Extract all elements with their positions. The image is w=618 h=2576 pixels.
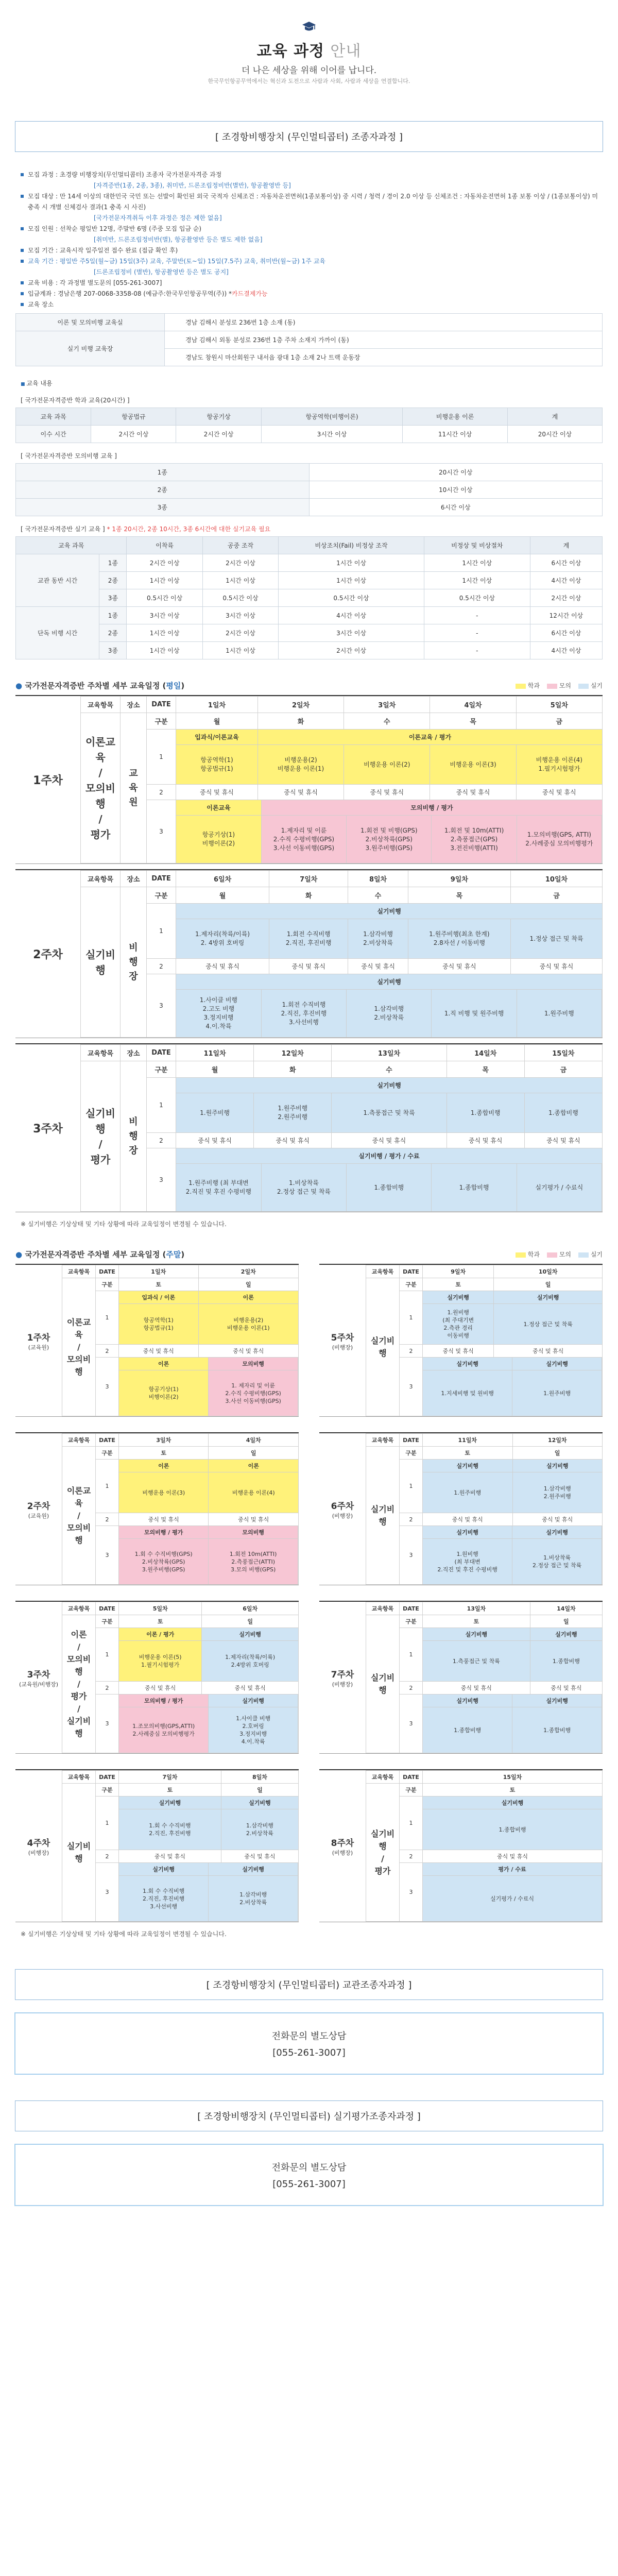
schedule-cell: 1.삼각비행 2.원주비행 <box>512 1472 603 1513</box>
page-title: 교육 과정 안내 <box>256 42 362 60</box>
info-list <box>15 170 603 310</box>
schedule-cell: 1.종합비행 <box>512 1707 602 1753</box>
schedule-cell: 항공역학(1) 항공법규(1) <box>176 745 258 785</box>
place-table <box>15 313 603 366</box>
schedule-cell: 1.원주비행 (최 부대변 2.직진 및 후진 수평비행 <box>176 1164 261 1212</box>
week-label: 2주차 <box>33 948 63 961</box>
legend: 학과 모의 실기 <box>510 681 603 690</box>
lunch-cell: 중식 및 휴식 <box>494 1345 603 1358</box>
schedule-cell: 1.비상착륙 2.정상 접근 및 착륙 <box>512 1539 602 1585</box>
weekend-week: 3주차 (교육원/비행장) 교육항목 DATE 5일차 6일차 이론 / 모의비행 / 평가 / 실기비행 구분 토 일 1 이론 / 평가 실기비행 비행운용 이론(5) 1.필기시험평가 1.제자리(착륙/이륙) 2.4방위 호버링 2 중식 및 휴식 중식 및 휴식 3 모의비행 / 평가 실기비행 1.조모의비행(GPS,ATTI) 2.사례중심 모의비행평가 1.사이클 비행 2.호버링 3.정지비행 4.이.착륙 <box>15 1601 299 1754</box>
lunch-cell: 중식 및 휴식 <box>119 1682 202 1694</box>
week-category: 실기비행 <box>81 887 121 1038</box>
weekday-week-2: 2주차 교육항목 장소 DATE 6일차 7일차 8일차 9일차 10일차 실기비행 비 행 장 구분 월 화 수 목 금 1 실기비행 1.제자리(착륙/이륙) 2. 4방위 호버링 1.회전 수직비행 2.직진, 후진비행 1.삼각비행 2.비상착륙 1.원주비행(최초 한계) 2.8자선 / 이동비행 1.정상 접근 및 착륙 2 중식 및 휴식 중식 및 휴식 중식 및 휴식 중식 및 휴식 중식 및 휴식 3 실기비행 1.사이클 비행 2.고도 비행 3.정지비행 4.이.착륙 1.회전 수직비행 2.직진, 후진비행 3.사선비행 1.삼각비행 2.비상착륙 1.직 비행 및 원주비행 1.원주비행 <box>15 869 603 1038</box>
course-title: [ 조경항비행장치 (무인멀티콥터) 조종자과정 ] <box>15 121 603 152</box>
table-row: 이론 및 모의비행 교육실 경남 김해시 분성로 236번 1층 소재 (동) <box>16 314 603 331</box>
graduation-cap-icon <box>302 21 316 33</box>
schedule-cell: 1.조모의비행(GPS,ATTI) 2.사례중심 모의비행평가 <box>119 1707 209 1753</box>
weekday-note: ※ 실기비행은 기상상태 및 기타 상황에 따라 교육일정이 변경될 수 있습니다. <box>21 1221 227 1228</box>
table-header-row: 2주차 교육항목 장소 DATE 6일차 7일차 8일차 9일차 10일차 <box>15 871 603 887</box>
weekend-week: 2주차 (교육원) 교육항목 DATE 3일차 4일차 이론교육 / 모의비행 구분 토 일 1 이론 이론 비행운용 이론(3) 비행운용 이론(4) 2 중식 및 휴식 중식 및 휴식 3 모의비행 / 평가 모의비행 1.회 수 수직비행(GPS) 2.비상착륙(GPS) 3.원주비행(GPS) 1.회전 10m(ATTI) 2.측풍접근(ATTI) 3.모의 비행(GPS) <box>15 1432 299 1585</box>
lunch-cell: 중식 및 휴식 <box>221 1850 298 1863</box>
weekend-week: 7주차 (비행장) 교육항목 DATE 13일차 14일차 실기비행 구분 토 일 1 실기비행 실기비행 1.측풍접근 및 착륙 1.종합비행 2 중식 및 휴식 중식 및 휴식 3 실기비행 실기비행 1.종합비행 1.종합비행 <box>319 1601 603 1754</box>
week-category: 실기비행 / 평가 <box>366 1784 400 1922</box>
schedule-cell: 1.제자리(착륙/이륙) 2.4방위 호버링 <box>202 1641 299 1682</box>
lunch-cell: 중식 및 휴식 <box>516 785 602 800</box>
schedule-cell: 1.제자리 및 이륜 2.수직 수평비행(GPS) 3.사선 이동비행(GPS) <box>261 816 346 863</box>
schedule-cell: 1.비상착륙 2.정상 접근 및 착륙 <box>261 1164 346 1212</box>
lunch-cell: 중식 및 휴식 <box>348 959 408 974</box>
week-label: 1주차 <box>33 774 63 787</box>
schedule-cell: 1.회 수 수직비행 2.직진, 후진비행 3.사선비행 <box>119 1876 209 1922</box>
contents-label: ■ 교육 내용 <box>21 379 603 387</box>
schedule-cell: 1.삼각비행 2.비상착륙 <box>221 1809 298 1850</box>
week-place: 교 육 원 <box>121 713 147 863</box>
lunch-cell: 중식 및 휴식 <box>430 785 516 800</box>
lunch-cell: 중식 및 휴식 <box>423 1513 513 1526</box>
week-label: 3주차 <box>33 1123 63 1136</box>
schedule-cell: 1.원주비행(최초 한계) 2.8자선 / 이동비행 <box>408 919 510 959</box>
schedule-cell: 1.종합비행 <box>347 1164 432 1212</box>
table-row: 1종 20시간 이상 <box>16 464 603 481</box>
week-label: 7주차 (비행장) <box>331 1669 354 1688</box>
weekend-grid <box>15 1264 603 1922</box>
schedule-cell: 1.원주비행 <box>423 1472 513 1513</box>
schedule-cell: 1.삼각비행 2.비상착륙 <box>347 990 432 1038</box>
week-category: 실기비행 <box>62 1784 96 1922</box>
table-row: 3종 6시간 이상 <box>16 499 603 516</box>
schedule-cell: 1.회전 10m(ATTI) 2.측풍접근(ATTI) 3.모의 비행(GPS) <box>209 1539 298 1585</box>
schedule-cell: 1.삼각비행 2.비상착륙 <box>348 919 408 959</box>
schedule-cell: 비행운용 이론(5) 1.필기시험평가 <box>119 1641 202 1682</box>
lunch-cell: 중식 및 휴식 <box>423 1682 530 1694</box>
t1-caption: [ 국가전문자격증반 학과 교육(20시간) ] <box>21 397 130 404</box>
week-category: 이론 / 모의비행 / 평가 / 실기비행 <box>62 1615 96 1753</box>
lunch-cell: 중식 및 휴식 <box>512 1513 603 1526</box>
schedule-cell: 1.회 수 수직비행 2.직진, 후진비행 <box>119 1809 221 1850</box>
legend-swatch-theory <box>516 1252 526 1258</box>
lunch-cell: 중식 및 휴식 <box>119 1345 199 1358</box>
weekend-week: 1주차 (교육원) 교육항목 DATE 1일차 2일차 이론교육 / 모의비행 구분 토 일 1 입과식 / 이론 이론 항공역학(1) 항공법규(1) 비행운용(2) 비행운용 이론(1) 2 중식 및 휴식 중식 및 휴식 3 이론 모의비행 항공기상(1) 비행이론(2) 1. 제자리 및 이륜 2.수직 수평비행(GPS) 3.사선 이동비행(GPS) <box>15 1264 299 1417</box>
schedule-cell: 1.회전 및 10m(ATTI) 2.측풍접근(GPS) 3.전진비행(ATTI) <box>432 816 517 863</box>
lunch-cell: 중식 및 휴식 <box>254 1133 332 1148</box>
lunch-cell: 중식 및 휴식 <box>447 1133 524 1148</box>
legend-swatch-practice <box>578 684 589 689</box>
lunch-cell: 중식 및 휴식 <box>269 959 348 974</box>
weekend-schedule <box>15 1249 603 1938</box>
schedule-cell: 1.원주비행 <box>512 1370 602 1416</box>
sim-hours-table <box>15 463 603 516</box>
lunch-cell: 중식 및 휴식 <box>258 785 344 800</box>
info-place: 교육 장소 <box>21 299 603 310</box>
table-row: 3종 0.5시간 이상 0.5시간 이상 0.5시간 이상 0.5시간 이상 2시간 이상 <box>16 589 603 607</box>
lunch-cell: 중식 및 휴식 <box>408 959 510 974</box>
legend-swatch-sim <box>547 1252 557 1258</box>
lunch-cell: 중식 및 휴식 <box>423 1850 603 1863</box>
schedule-cell: 1.사이클 비행 2.고도 비행 3.정지비행 4.이.착륙 <box>176 990 261 1038</box>
schedule-cell: 1.정상 접근 및 착륙 <box>494 1304 603 1345</box>
schedule-cell: 비행운용(2) 비행운용 이론(1) <box>258 745 344 785</box>
page-subtitle: 더 나은 세상을 위해 이어를 납니다. <box>241 65 377 76</box>
examiner-consult-box: 전화문의 별도상담 [055-261-3007] <box>14 2144 604 2206</box>
table-row: 2종 1시간 이상 1시간 이상 1시간 이상 1시간 이상 4시간 이상 <box>16 572 603 589</box>
weekend-note: ※ 실기비행은 기상상태 및 기타 상황에 따라 교육일정이 변경될 수 있습니다. <box>21 1930 227 1938</box>
lunch-cell: 중식 및 휴식 <box>202 1682 299 1694</box>
schedule-cell: 1.제자리(착륙/이륙) 2. 4방위 호버링 <box>176 919 269 959</box>
table-row: 경남도 창원시 마산회원구 내서읍 광대 1층 소재 2나 트랙 운동장 <box>16 349 603 366</box>
table-row: 2종 1시간 이상 2시간 이상 3시간 이상 - 6시간 이상 <box>16 624 603 642</box>
schedule-cell: 비행운용 이론(2) <box>344 745 430 785</box>
week-category: 실기비행 / 평가 <box>81 1061 121 1212</box>
legend-swatch-sim <box>547 684 557 689</box>
schedule-cell: 1.회전 수직비행 2.직진, 후진비행 <box>269 919 348 959</box>
lunch-cell: 중식 및 휴식 <box>176 1133 254 1148</box>
info-qualification: 모집 대상 : 만 14세 이상의 대한민국 국민 또는 선발이 확인된 외국 국적자 신체조건 : 자동차운전면허(1종보통이상) 중 시력 / 청력 / 경이 2.0 이상 등 신체조건 : 자동차운전면허 1종 보통 이상 / (1종보통이상) 미충족 시 개별 신체검사 결과(1 충족 시 사진) [국가전문자격취득 이후 과정은 정은 제한 없음] <box>21 191 603 224</box>
week-category: 이론교육 / 모의비행 <box>62 1447 96 1585</box>
t3-caption: [ 국가전문자격증반 실기 교육 ] * 1종 20시간, 2종 10시간, 3종 6시간에 대한 실기교육 필요 <box>21 526 271 533</box>
legend: 학과 모의 실기 <box>510 1250 603 1259</box>
table-row: 실기 비행 교육장 경남 김해시 외동 분성로 236번 1층 주차 소재지 가까이 (동) <box>16 331 603 349</box>
schedule-cell: 1.회 수 수직비행(GPS) 2.비상착륙(GPS) 3.원주비행(GPS) <box>119 1539 209 1585</box>
schedule-cell: 1.정상 접근 및 착륙 <box>511 919 603 959</box>
schedule-cell: 항공기상(1) 비행이론(2) <box>119 1370 209 1416</box>
schedule-cell: 1.원비행 (최 부대변 2.직진 및 후진 수평비행 <box>423 1539 512 1585</box>
schedule-cell: 1.모의비행(GPS, ATTI) 2.사례중심 모의비행평가 <box>517 816 602 863</box>
table-row: 2종 10시간 이상 <box>16 481 603 499</box>
table-row: 이수 시간 2시간 이상 2시간 이상 3시간 이상 11시간 이상 20시간 이상 <box>16 426 603 443</box>
week-label: 2주차 (교육원) <box>27 1501 50 1519</box>
lunch-cell: 중식 및 휴식 <box>119 1513 209 1526</box>
schedule-cell: 1.회전 및 비행(GPS) 2.비상착륙(GPS) 3.원주비행(GPS) <box>347 816 432 863</box>
week-label: 8주차 (비행장) <box>331 1838 354 1856</box>
schedule-cell: 1.측풍접근 및 착륙 <box>423 1641 530 1682</box>
info-period: 모집 기간 : 교육시작 일주일전 접수 완료 (접금 확인 후) <box>21 245 603 256</box>
weekend-week: 8주차 (비행장) 교육항목 DATE 15일차 실기비행 / 평가 구분 토 1 실기비행 1.종합비행 2 중식 및 휴식 3 평가 / 수료 실기평가 / 수료식 <box>319 1769 603 1922</box>
schedule-cell: 항공기상(1) 비행이론(2) <box>176 816 261 863</box>
weekend-week: 6주차 (비행장) 교육항목 DATE 11일차 12일차 실기비행 구분 토 일 1 실기비행 실기비행 1.원주비행 1.삼각비행 2.원주비행 2 중식 및 휴식 중식 및 휴식 3 실기비행 실기비행 1.원비행 (최 부대변 2.직진 및 후진 수평비행 1.비상착륙 2.정상 접근 및 착륙 <box>319 1432 603 1585</box>
schedule-cell: 실기평가 / 수료식 <box>423 1876 602 1922</box>
table-header-row: 교육 과목 항공법규 항공기상 항공역학(비행이론) 비행운용 이론 계 <box>16 408 603 426</box>
week-label: 4주차 (비행장) <box>27 1838 50 1856</box>
examiner-course-title: [ 조경항비행장치 (무인멀티콥터) 실기평가조종자과정 ] <box>15 2100 603 2131</box>
weekday-week-1: 1주차 교육항목 장소 DATE 1일차 2일차 3일차 4일차 5일차 이론교육 / 모의비행 / 평가 교 육 원 구분 월 화 수 목 금 1 입과식/이론교육 이론교육 / 평가 항공역학(1) 항공법규(1) 비행운용(2) 비행운용 이론(1) 비행운용 이론(2) 비행운용 이론(3) 비행운용 이론(4) 1.필기시험평가 2 중식 및 휴식 중식 및 휴식 중식 및 휴식 중식 및 휴식 중식 및 휴식 3 이론교육 모의비행 / 평가 항공기상(1) 비행이론(2) 1.제자리 및 이륜 2.수직 수평비행(GPS) 3.사선 이동비행(GPS) 1.회전 및 비행(GPS) 2.비상착륙(GPS) 3.원주비행(GPS) 1.회전 및 10m(ATTI) 2.측풍접근(GPS) 3.전진비행(ATTI) 1.모의비행(GPS, ATTI) 2.사례중심 모의비행평가 <box>15 695 603 864</box>
schedule-cell: 1.측풍접근 및 착륙 <box>332 1093 447 1133</box>
schedule-cell: 1.회전 수직비행 2.직진, 후진비행 3.사선비행 <box>261 990 346 1038</box>
weekday-schedule <box>15 680 603 1228</box>
schedule-cell: 1.지세비행 및 원비행 <box>423 1370 512 1416</box>
schedule-cell: 항공역학(1) 항공법규(1) <box>119 1304 199 1345</box>
week-place: 비 행 장 <box>121 887 147 1038</box>
info-fee: 교육 비용 : 각 과정별 별도문의 [055-261-3007] <box>21 278 603 289</box>
weekend-week: 4주차 (비행장) 교육항목 DATE 7일차 8일차 실기비행 구분 토 일 1 실기비행 실기비행 1.회 수 수직비행 2.직진, 후진비행 1.삼각비행 2.비상착륙 2 중식 및 휴식 중식 및 휴식 3 실기비행 실기비행 1.회 수 수직비행 2.직진, 후진비행 3.사선비행 1.삼각비행 2.비상착륙 <box>15 1769 299 1922</box>
info-duration: 교육 기간 : 평일반 주5일(월~금) 15일(3주) 교육, 주말반(토~일) 15일(7.5주) 교육, 취미반(월~금) 1주 교육 [드론조립정비 (별반), 항공촬영반 등은 별도 공지] <box>21 256 603 278</box>
week-label: 6주차 (비행장) <box>331 1501 354 1519</box>
schedule-cell: 1. 제자리 및 이륜 2.수직 수평비행(GPS) 3.사선 이동비행(GPS) <box>209 1370 298 1416</box>
schedule-cell: 1.종합비행 <box>530 1641 602 1682</box>
lunch-cell: 중식 및 휴식 <box>524 1133 602 1148</box>
schedule-cell: 1.직 비행 및 원주비행 <box>432 990 517 1038</box>
schedule-cell: 1.종합비행 <box>423 1809 603 1850</box>
schedule-cell: 1.종합비행 <box>432 1164 517 1212</box>
schedule-cell: 1.사이클 비행 2.호버링 3.정지비행 4.이.착륙 <box>209 1707 298 1753</box>
schedule-cell: 1.원주비행 2.원주비행 <box>254 1093 332 1133</box>
info-recruit: 모집 과정 : 초경량 비행장치(무인멀티콥터) 조종자 국가전문자격증 과정 [자격증반(1종, 2종, 3종), 취미반, 드론조립정비반(별반), 항공촬영반 등] <box>21 170 603 191</box>
info-account: 입금계좌 : 경남은행 207-0068-3358-08 (예금주:한국무인항공무역(주)) *카드결제가능 <box>21 289 603 299</box>
schedule-cell: 비행운용 이론(4) <box>209 1472 299 1513</box>
info-capacity: 모집 인원 : 선착순 평일반 12명, 주말반 6명 (주중 모집 입금 순) [취미반, 드론조립정비반(별), 항공촬영반 등은 별도 제한 없음] <box>21 224 603 245</box>
schedule-cell: 1.종합비행 <box>447 1093 524 1133</box>
schedule-cell: 1.종합비행 <box>524 1093 602 1133</box>
schedule-cell: 비행운용(2) 비행운용 이론(1) <box>198 1304 298 1345</box>
schedule-cell: 1.원비행 (최 주대기변 2.측관 경리 이동비행 <box>423 1304 494 1345</box>
schedule-cell: 비행운용 이론(3) <box>430 745 516 785</box>
page-subtitle-2: 한국무인항공무역에서는 혁신과 도전으로 사람과 사회, 사람과 세상을 연결합니다. <box>208 78 410 84</box>
lunch-cell: 중식 및 휴식 <box>198 1345 298 1358</box>
instructor-consult-box: 전화문의 별도상담 [055-261-3007] <box>14 2012 604 2075</box>
legend-swatch-theory <box>516 684 526 689</box>
hero <box>0 0 618 85</box>
weekday-week-3: 3주차 교육항목 장소 DATE 11일차 12일차 13일차 14일차 15일차 실기비행 / 평가 비 행 장 구분 월 화 수 목 금 1 실기비행 1.원주비행 1.원주비행 2.원주비행 1.측풍접근 및 착륙 1.종합비행 1.종합비행 2 중식 및 휴식 중식 및 휴식 중식 및 휴식 중식 및 휴식 중식 및 휴식 3 실기비행 / 평가 / 수료 1.원주비행 (최 부대변 2.직진 및 후진 수평비행 1.비상착륙 2.정상 접근 및 착륙 1.종합비행 1.종합비행 실기평가 / 수료식 <box>15 1043 603 1212</box>
week-category: 이론교육 / 모의비행 / 평가 <box>81 713 121 863</box>
lunch-cell: 중식 및 휴식 <box>332 1133 447 1148</box>
course-info <box>15 170 603 659</box>
schedule-cell: 1.종합비행 <box>423 1707 512 1753</box>
weekend-week: 5주차 (비행장) 교육항목 DATE 9일차 10일차 실기비행 구분 토 일 1 실기비행 실기비행 1.원비행 (최 주대기변 2.측관 경리 이동비행 1.정상 접근 및 착륙 2 중식 및 휴식 중식 및 휴식 3 실기비행 실기비행 1.지세비행 및 원비행 1.원주비행 <box>319 1264 603 1417</box>
lunch-cell: 중식 및 휴식 <box>530 1682 602 1694</box>
table-row: 교관 동반 시간 1종 2시간 이상 2시간 이상 1시간 이상 1시간 이상 6시간 이상 <box>16 554 603 572</box>
schedule-cell: 비행운용 이론(4) 1.필기시험평가 <box>516 745 602 785</box>
table-header-row: 교육 과목 이착륙 공중 조작 비상조치(Fail) 비정상 조작 비정상 및 비상절차 계 <box>16 537 603 554</box>
table-header-row: 1주차 교육항목 장소 DATE 1일차 2일차 3일차 4일차 5일차 <box>15 697 603 713</box>
week-place: 비 행 장 <box>121 1061 147 1212</box>
week-label: 5주차 (비행장) <box>331 1332 354 1351</box>
table-header-row: 3주차 교육항목 장소 DATE 11일차 12일차 13일차 14일차 15일차 <box>15 1045 603 1061</box>
t2-caption: [ 국가전문자격증반 모의비행 교육 ] <box>21 452 117 460</box>
week-label: 1주차 (교육원) <box>27 1332 50 1351</box>
week-label: 3주차 (교육원/비행장) <box>19 1669 59 1688</box>
instructor-course-title: [ 조경항비행장치 (무인멀티콥터) 교관조종자과정 ] <box>15 1969 603 2000</box>
schedule-cell: 실기평가 / 수료식 <box>517 1164 602 1212</box>
legend-swatch-practice <box>578 1252 589 1258</box>
week-category: 실기비행 <box>366 1278 400 1416</box>
schedule-cell: 비행운용 이론(3) <box>119 1472 209 1513</box>
week-category: 이론교육 / 모의비행 <box>62 1278 96 1416</box>
table-row: 단독 비행 시간 1종 3시간 이상 3시간 이상 4시간 이상 - 12시간 이상 <box>16 607 603 624</box>
table-row: 3종 1시간 이상 1시간 이상 2시간 이상 - 4시간 이상 <box>16 642 603 659</box>
schedule-cell: 1.삼각비행 2.비상착륙 <box>209 1876 298 1922</box>
weekend-title: ● 국가전문자격증반 주차별 세부 교육일정 (주말) <box>15 1249 184 1260</box>
weekday-title: ● 국가전문자격증반 주차별 세부 교육일정 (평일) <box>15 680 184 691</box>
lunch-cell: 중식 및 휴식 <box>423 1345 494 1358</box>
lunch-cell: 중식 및 휴식 <box>176 785 258 800</box>
schedule-cell: 1.원주비행 <box>176 1093 254 1133</box>
practical-hours-table <box>15 536 603 659</box>
schedule-cell: 1.원주비행 <box>517 990 602 1038</box>
lunch-cell: 중식 및 휴식 <box>344 785 430 800</box>
lunch-cell: 중식 및 휴식 <box>511 959 603 974</box>
week-category: 실기비행 <box>366 1447 400 1585</box>
theory-hours-table <box>15 408 603 443</box>
week-category: 실기비행 <box>366 1615 400 1753</box>
lunch-cell: 중식 및 휴식 <box>176 959 269 974</box>
lunch-cell: 중식 및 휴식 <box>119 1850 221 1863</box>
lunch-cell: 중식 및 휴식 <box>209 1513 299 1526</box>
